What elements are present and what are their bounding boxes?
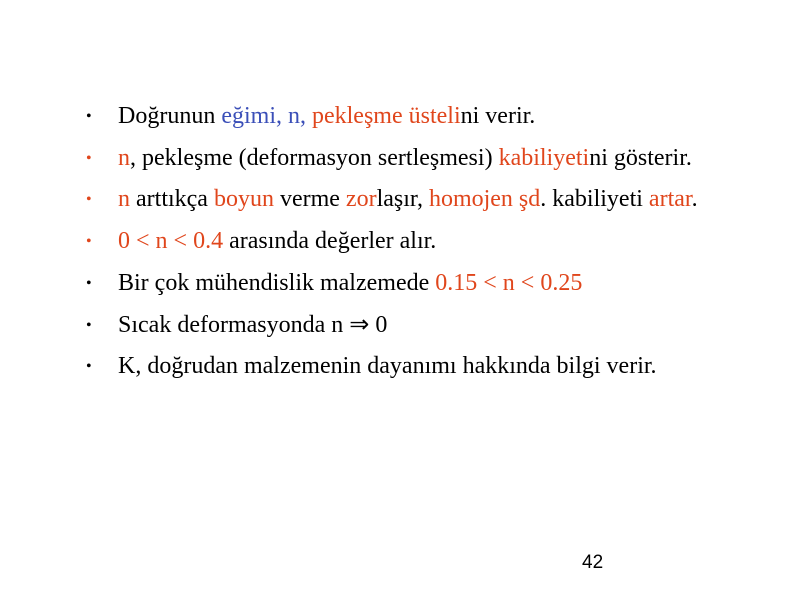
bullet-text-segment: Doğrunun xyxy=(118,103,222,129)
bullet-text-segment: K, doğrudan malzemenin dayanımı hakkında bilgi verir. xyxy=(118,353,657,380)
bullet-text-segment: n xyxy=(287,103,300,129)
page-number: 42 xyxy=(582,552,604,573)
bullet-text-segment: pekleşme üsteli xyxy=(311,103,461,129)
bullet-text-segment: n xyxy=(118,144,130,171)
bullet-dot-icon: • xyxy=(86,233,92,251)
bullet-text-segment: arasında değerler alır. xyxy=(223,228,437,255)
bullet-text-segment: artar xyxy=(648,186,692,213)
bullet-text-segment: eğimi xyxy=(221,103,276,129)
bullet-text-segment: . kabiliyeti xyxy=(540,186,649,213)
bullet-dot-icon: • xyxy=(86,316,92,334)
bullet-text-segment: . xyxy=(691,186,698,213)
bullet-text-segment: arttıkça xyxy=(130,186,214,213)
bullet-item xyxy=(86,221,766,263)
bullet-text-segment: 0.15 < n < 0.25 xyxy=(435,269,583,296)
bullet-item xyxy=(86,138,766,180)
bullet-text-segment: Bir çok mühendislik malzemede xyxy=(118,269,436,296)
bullet-text-segment: laşır, xyxy=(376,186,429,213)
bullet-text-segment: 0 < n < 0.4 xyxy=(118,228,224,255)
bullet-text-segment: , xyxy=(275,103,288,129)
bullet-item xyxy=(86,96,766,138)
bullet-text-segment: , pekleşme (deformasyon sertleşmesi) xyxy=(130,144,499,171)
bullet-dot-icon: • xyxy=(86,149,92,167)
bullet-dot-icon: • xyxy=(86,191,92,209)
bullet-list xyxy=(86,96,766,388)
bullet-text-segment: , xyxy=(299,103,312,129)
bullet-text-segment: n xyxy=(118,186,130,213)
bullet-item xyxy=(86,263,766,305)
bullet-dot-icon: • xyxy=(86,108,92,125)
bullet-dot-icon: • xyxy=(86,274,92,292)
bullet-text-segment: Sıcak deformasyonda n ⇒ 0 xyxy=(118,311,388,338)
bullet-text-segment: zor xyxy=(345,186,377,213)
bullet-text-segment: kabiliyeti xyxy=(498,144,590,171)
bullet-item xyxy=(86,346,766,388)
bullet-text-segment: verme xyxy=(273,186,346,213)
bullet-text-segment: ni gösterir. xyxy=(589,144,692,171)
bullet-text-segment: boyun xyxy=(213,186,274,213)
bullet-item xyxy=(86,305,766,347)
bullet-item xyxy=(86,179,766,221)
bullet-text-segment: homojen şd xyxy=(428,186,541,213)
bullet-text-segment: ni verir. xyxy=(460,103,536,129)
bullet-dot-icon: • xyxy=(86,358,92,376)
